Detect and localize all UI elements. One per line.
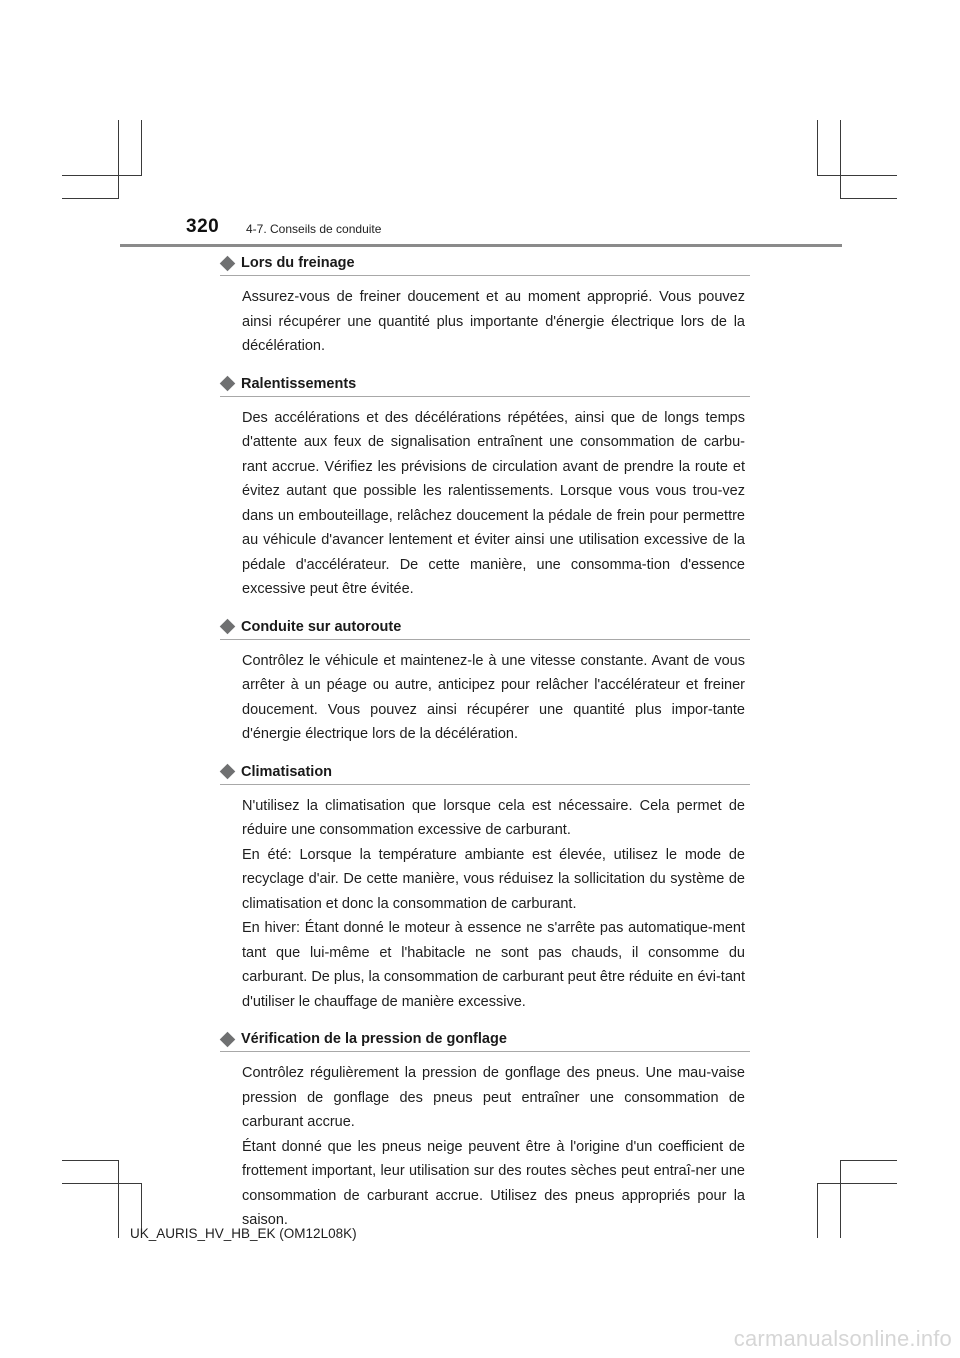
page-content [220,253,750,1248]
section-tire-pressure [220,1029,750,1233]
paragraph: Étant donné que les pneus neige peuvent être à l'origine d'un coefficient de frottement important, leur utilisation sur des routes sèches peut entraî-ner une consommation de carburant accrue. Utilisez des pneus appropriés pour la saison. [242,1138,745,1228]
crop-mark-top-right-v2 [840,120,841,199]
section-body [242,285,745,359]
section-body [242,406,745,602]
crop-mark-bottom-left-v1 [118,1160,119,1238]
crop-mark-bottom-left-h1 [62,1160,119,1161]
paragraph: Des accélérations et des décélérations répétées, ainsi que de longs temps d'attente aux feux de signalisation entraînent une consommation de carbu-rant accrue. Vérifiez les prévisions de circulation avant de prendre la route et évitez autant que possible les ralentissements. Lorsque vous vous trou-vez dans un embouteillage, relâchez doucement la pédale de frein pour permettre au véhicule d'avancer lentement et éviter ainsi une utilisation excessive de la pédale d'accélérateur. De cette manière, une consomma-tion d'essence excessive peut être évitée. [242,409,745,597]
section-heading-text: Ralentissements [241,375,357,392]
crop-mark-bottom-right-h2 [817,1183,897,1184]
section-heading-text: Conduite sur autoroute [241,618,402,635]
section-body [242,649,745,747]
crop-mark-top-left-h2 [62,198,119,199]
section-heading [220,374,750,397]
paragraph: En été: Lorsque la température ambiante est élevée, utilisez le mode de recyclage d'air. De cette manière, vous réduisez la sollicitation du système de climatisation et donc la consommation de carburant. [242,846,745,912]
section-braking [220,253,750,359]
crop-mark-bottom-right-h1 [840,1160,897,1161]
section-heading [220,253,750,276]
document-code: UK_AURIS_HV_HB_EK (OM12L08K) [130,1226,357,1241]
paragraph: En hiver: Étant donné le moteur à essence ne s'arrête pas automatique-ment tant que lui-même et l'habitacle ne sont pas chauds, il consomme du carburant. De plus, la consommation de carburant peut être réduite en évi-tant d'utiliser le chauffage de manière excessive. [242,920,745,1010]
crop-mark-top-left-v1 [118,120,119,199]
paragraph: Contrôlez le véhicule et maintenez-le à une vitesse constante. Avant de vous arrêter à un péage ou autre, anticipez pour relâcher l'accélérateur et freiner doucement. Vous pouvez ainsi récupérer une quantité plus impor-tante d'énergie électrique lors de la décélération. [242,652,745,742]
section-traffic-jams [220,374,750,602]
crop-mark-top-right-h1 [817,175,897,176]
chapter-title: 4-7. Conseils de conduite [246,222,382,236]
diamond-bullet-icon [220,376,236,392]
crop-mark-top-right-h2 [840,198,897,199]
watermark: carmanualsonline.info [733,1326,952,1351]
crop-mark-bottom-right-v2 [840,1160,841,1238]
section-body [242,794,745,1015]
diamond-bullet-icon [220,764,236,780]
diamond-bullet-icon [220,619,236,635]
crop-mark-top-left-h1 [62,175,142,176]
section-heading-text: Lors du freinage [241,255,355,271]
section-air-conditioning [220,762,750,1015]
page-number: 320 [186,216,220,237]
paragraph: Contrôlez régulièrement la pression de gonflage des pneus. Une mau-vaise pression de gonflage des pneus peut entraîner une consommation de carburant accrue. [242,1065,745,1130]
section-heading-text: Vérification de la pression de gonflage [241,1031,507,1047]
diamond-bullet-icon [220,255,236,271]
section-highway-driving [220,617,750,747]
diamond-bullet-icon [220,1031,236,1047]
paragraph: Assurez-vous de freiner doucement et au moment approprié. Vous pouvez ainsi récupérer une quantité plus importante d'énergie électrique lors de la décélération. [242,289,745,354]
section-heading-text: Climatisation [241,763,333,780]
section-heading [220,617,750,640]
section-body [242,1061,745,1233]
header-rule [120,244,842,247]
crop-mark-bottom-right-v1 [817,1183,818,1238]
paragraph: N'utilisez la climatisation que lorsque cela est nécessaire. Cela permet de réduire une consommation excessive de carburant. [242,797,745,838]
crop-mark-top-left-v2 [141,120,142,175]
crop-mark-top-right-v1 [817,120,818,175]
crop-mark-bottom-left-h2 [62,1183,142,1184]
section-heading [220,762,750,785]
section-heading [220,1029,750,1052]
